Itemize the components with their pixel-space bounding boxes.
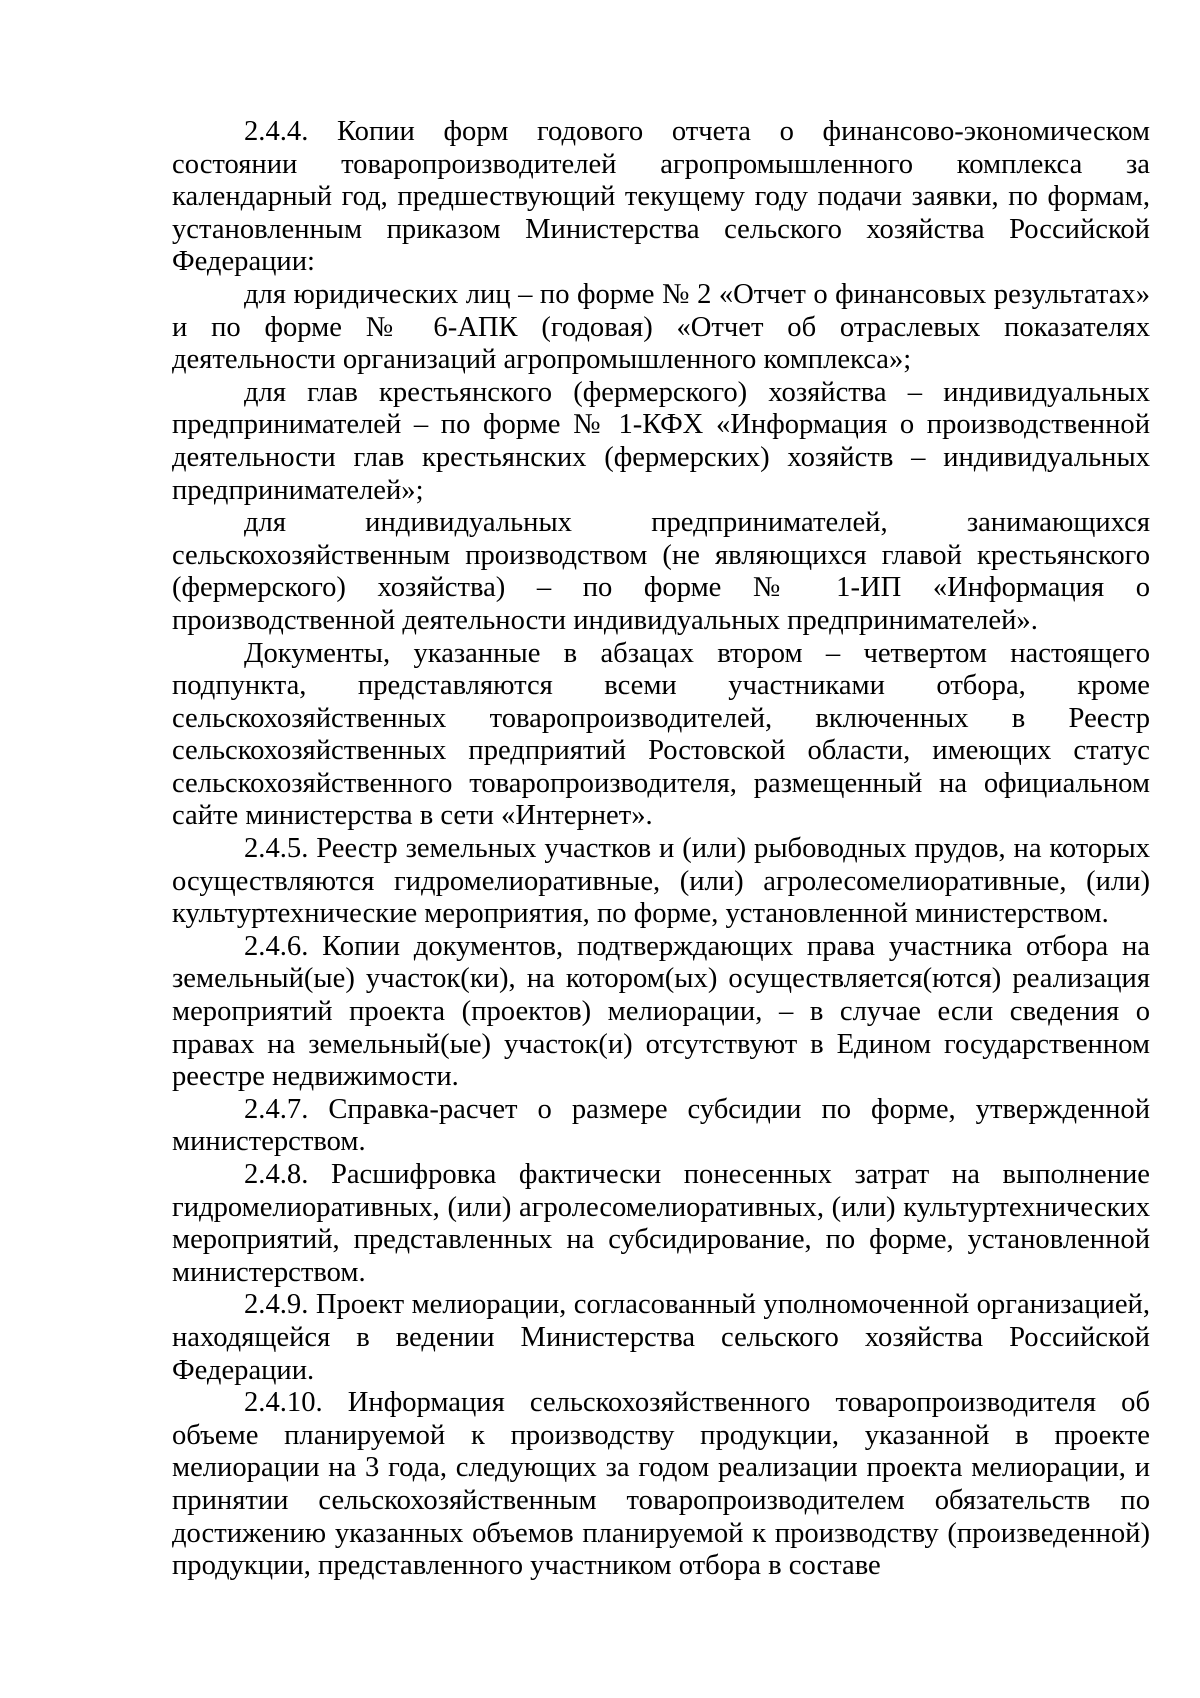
document-page bbox=[172, 116, 1150, 1583]
paragraph-2-4-9: 2.4.9. Проект мелиорации, согласованный уполномоченной организацией, находящейся в ведении Министерства сельского хозяйства Российской Федерации. bbox=[172, 1289, 1150, 1386]
paragraph-2-4-10: 2.4.10. Информация сельскохозяйственного товаропроизводителя об объеме планируемой к производству продукции, указанной в проекте мелиорации на 3 года, следующих за годом реализации проекта мелиорации, и принятии сельскохозяйственным товаропроизводителем обязательств по достижению указанных объемов планируемой к производству (произведенной) продукции, представленного участником отбора в составе bbox=[172, 1387, 1150, 1582]
paragraph-farm-heads: для глав крестьянского (фермерского) хозяйства – индивидуальных предпринимателей – по форме № 1-КФХ «Информация о производственной деятельности глав крестьянских (фермерских) хозяйств – индивидуальных предпринимателей»; bbox=[172, 376, 1150, 506]
paragraph-2-4-4: 2.4.4. Копии форм годового отчета о финансово-экономическом состоянии товаропроизводителей агропромышленного комплекса за календарный год, предшествующий текущему году подачи заявки, по формам, установленным приказом Министерства сельского хозяйства Российской Федерации: bbox=[172, 116, 1150, 278]
paragraph-2-4-5: 2.4.5. Реестр земельных участков и (или) рыбоводных прудов, на которых осуществляются гидромелиоративные, (или) агролесомелиоративные, (или) культуртехнические мероприятия, по форме, установленной министерством. bbox=[172, 833, 1150, 930]
paragraph-2-4-6: 2.4.6. Копии документов, подтверждающих права участника отбора на земельный(ые) участок(ки), на котором(ых) осуществляется(ются) реализация мероприятий проекта (проектов) мелиорации, – в случае если сведения о правах на земельный(ые) участок(и) отсутствуют в Едином государственном реестре недвижимости. bbox=[172, 930, 1150, 1093]
paragraph-legal-entities: для юридических лиц – по форме № 2 «Отчет о финансовых результатах» и по форме № 6-АПК (годовая) «Отчет об отраслевых показателях деятельности организаций агропромышленного комплекса»; bbox=[172, 278, 1150, 376]
paragraph-documents-note: Документы, указанные в абзацах втором – четвертом настоящего подпункта, представляются всеми участниками отбора, кроме сельскохозяйственных товаропроизводителей, включенных в Реестр сельскохозяйственных предприятий Ростовской области, имеющих статус сельскохозяйственного товаропроизводителя, размещенный на официальном сайте министерства в сети «Интернет». bbox=[172, 637, 1150, 832]
paragraph-2-4-7: 2.4.7. Справка-расчет о размере субсидии по форме, утвержденной министерством. bbox=[172, 1093, 1150, 1158]
paragraph-2-4-8: 2.4.8. Расшифровка фактически понесенных затрат на выполнение гидромелиоративных, (или) агролесомелиоративных, (или) культуртехнических мероприятий, представленных на субсидирование, по форме, установленной министерством. bbox=[172, 1159, 1150, 1288]
paragraph-individual-entrepreneurs: для индивидуальных предпринимателей, занимающихся сельскохозяйственным производством (не являющихся главой крестьянского (фермерского) хозяйства) – по форме № 1-ИП «Информация о производственной деятельности индивидуальных предпринимателей». bbox=[172, 507, 1150, 636]
